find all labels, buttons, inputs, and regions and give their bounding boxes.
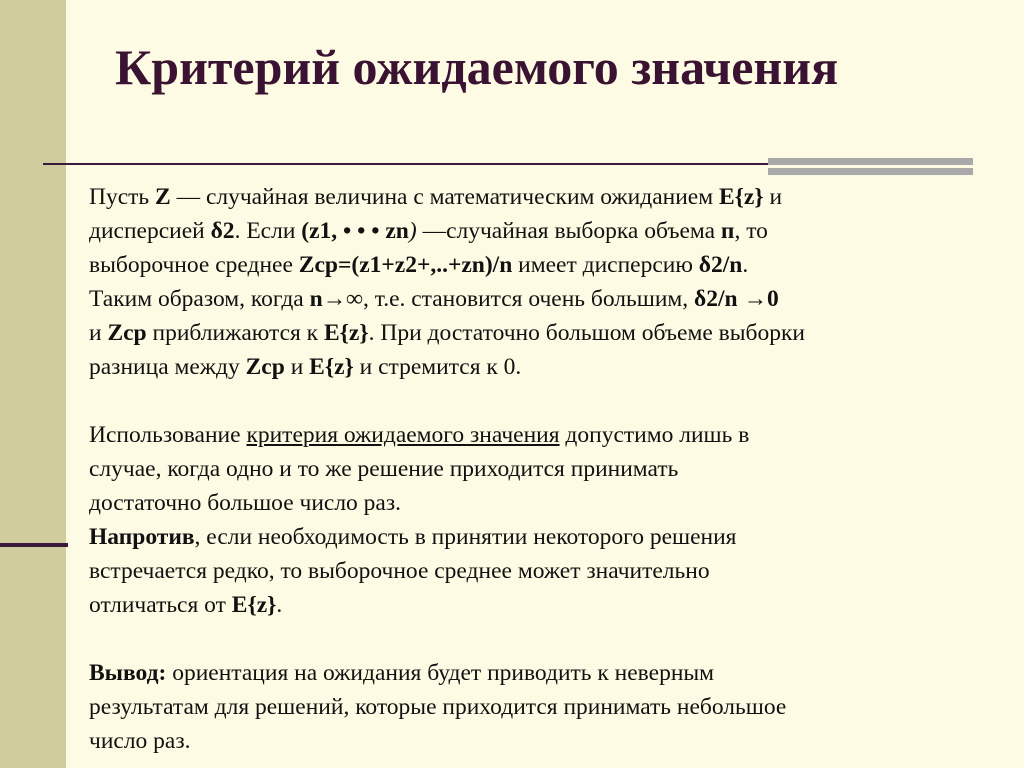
sample-mean: Zср xyxy=(107,320,147,346)
mean-variance: δ2/n xyxy=(698,252,743,278)
sample: (z1, • • • zn xyxy=(301,218,409,244)
text: и xyxy=(763,184,783,210)
text: встречается редко, то выборочное среднее может значительно xyxy=(89,558,710,584)
text: Таким образом, когда xyxy=(89,286,310,312)
title-divider xyxy=(43,163,813,165)
side-band xyxy=(0,0,66,768)
text: разница между xyxy=(89,354,246,380)
text: число раз. xyxy=(89,728,191,754)
variance-limit: δ2/n →0 xyxy=(694,286,779,312)
divider-accent-bar xyxy=(768,158,973,178)
text: дисперсией xyxy=(89,218,211,244)
text: Использование xyxy=(89,422,247,448)
text: , то xyxy=(734,218,768,244)
sample-size: п xyxy=(720,218,735,244)
expectation: E{z} xyxy=(309,354,354,380)
text: —случайная выборка объема xyxy=(416,218,721,244)
criterion-link[interactable]: критерия ожидаемого значения xyxy=(246,422,560,448)
conclusion-label: Вывод: xyxy=(89,660,167,686)
var-z: Z xyxy=(155,184,171,210)
slide-title: Критерий ожидаемого значения xyxy=(115,39,839,95)
text: и xyxy=(89,320,108,346)
mean-formula: Zср=(z1+z2+,..+zn)/n xyxy=(298,252,513,278)
text: , т.е. становится очень большим, xyxy=(362,286,695,312)
variance: δ2 xyxy=(210,218,235,244)
text: приближаются к xyxy=(146,320,324,346)
side-accent-line xyxy=(0,543,68,547)
paragraph-usage xyxy=(89,418,979,520)
paragraph-definition xyxy=(89,180,979,384)
text: допустимо лишь в xyxy=(559,422,750,448)
text: имеет дисперсию xyxy=(512,252,699,278)
text: . xyxy=(276,592,283,618)
sample-mean: Zср xyxy=(245,354,285,380)
expectation: E{z} xyxy=(231,592,277,618)
slide-body xyxy=(89,180,979,758)
expectation: E{z} xyxy=(323,320,369,346)
text: отличаться от xyxy=(89,592,232,618)
text: и стремится к 0. xyxy=(353,354,522,380)
text: Пусть xyxy=(89,184,156,210)
text: выборочное среднее xyxy=(89,252,299,278)
text: и xyxy=(284,354,310,380)
paragraph-contrary xyxy=(89,520,979,622)
n-to-infinity: n→∞ xyxy=(309,286,363,312)
text: — случайная величина с математическим ожиданием xyxy=(170,184,719,210)
text: . Если xyxy=(234,218,302,244)
paragraph-conclusion xyxy=(89,656,979,758)
text: . xyxy=(742,252,749,278)
text: , если необходимость в принятии некоторого решения xyxy=(194,524,737,550)
expectation: E{z} xyxy=(718,184,764,210)
text: достаточно большое число раз. xyxy=(89,490,402,516)
text: . При достаточно большом объеме выборки xyxy=(368,320,805,346)
contrary-label: Напротив xyxy=(89,524,195,550)
sample-close: ) xyxy=(408,218,417,244)
text: случае, когда одно и то же решение приходится принимать xyxy=(89,456,679,482)
text: результатам для решений, которые приходится принимать небольшое xyxy=(89,694,787,720)
text: ориентация на ожидания будет приводить к неверным xyxy=(166,660,715,686)
